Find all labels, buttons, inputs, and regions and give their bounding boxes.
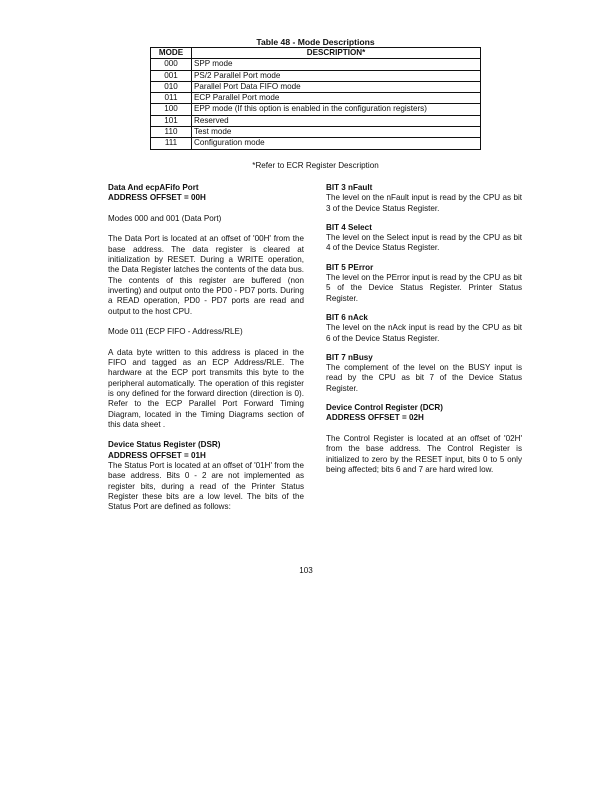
table-row — [151, 81, 481, 92]
right-column — [326, 183, 522, 475]
mode-cell: 110 — [151, 127, 192, 138]
description-cell: Reserved — [192, 115, 481, 126]
mode-cell: 000 — [151, 59, 192, 70]
mode-cell: 010 — [151, 81, 192, 92]
description-cell: Configuration mode — [192, 138, 481, 149]
bit7-heading: BIT 7 nBusy — [326, 352, 373, 362]
dcr-paragraph: The Control Register is located at an offset of '02H' from the base address. The Control Register is initialized to zero by the RESET input, bits 0 to 5 only being affected; bits 6 and 7 are hard wired low. — [326, 433, 522, 474]
mode-cell: 101 — [151, 115, 192, 126]
mode-011-paragraph: A data byte written to this address is placed in the FIFO and tagged as an ECP Address/RLE. The hardware at the ECP port transmits this byte to the peripheral automatically. The operation of this register is ony defined for the forward direction (direction is 0). Refer to the ECP Parallel Port Forward Timing Diagram, located in the Timing Diagrams section of this data sheet . — [108, 347, 304, 429]
bit7-paragraph: The complement of the level on the BUSY input is read by the CPU as bit 7 of the Device Status Register. — [326, 363, 522, 393]
table-row — [151, 93, 481, 104]
bit5-heading: BIT 5 PError — [326, 262, 374, 272]
description-cell: Test mode — [192, 127, 481, 138]
bit4-paragraph: The level on the Select input is read by the CPU as bit 4 of the Device Status Register. — [326, 233, 522, 253]
dsr-heading: Device Status Register (DSR) — [108, 440, 221, 450]
column-header-description: DESCRIPTION* — [192, 48, 481, 59]
mode-cell: 100 — [151, 104, 192, 115]
dcr-heading: Device Control Register (DCR) — [326, 403, 443, 413]
table-row — [151, 70, 481, 81]
page-number: 103 — [299, 566, 313, 575]
data-port-heading: Data And ecpAFifo Port — [108, 183, 199, 192]
data-port-paragraph: The Data Port is located at an offset of '00H' from the base address. The data register is cleared at initialization by RESET. During a WRITE operation, the Data Register latches the contents of the data bus. The contents of this register are buffered (non inverting) and output onto the PD0 - PD7 ports. During a READ operation, PD0 - PD7 ports are read and output to the host CPU. — [108, 234, 304, 316]
table-header-row — [151, 48, 481, 59]
table-title: Table 48 - Mode Descriptions — [256, 37, 375, 47]
column-header-mode: MODE — [151, 48, 192, 59]
mode-descriptions-table — [150, 47, 481, 150]
description-cell: EPP mode (If this option is enabled in the configuration registers) — [192, 104, 481, 115]
dcr-offset: ADDRESS OFFSET = 02H — [326, 413, 424, 423]
mode-011-label: Mode 011 (ECP FIFO - Address/RLE) — [108, 327, 243, 337]
mode-cell: 001 — [151, 70, 192, 81]
table-row — [151, 59, 481, 70]
dsr-offset: ADDRESS OFFSET = 01H — [108, 450, 206, 460]
bit3-paragraph: The level on the nFault input is read by the CPU as bit 3 of the Device Status Register. — [326, 193, 522, 213]
bit6-heading: BIT 6 nAck — [326, 312, 368, 322]
table-row — [151, 138, 481, 149]
bit4-heading: BIT 4 Select — [326, 222, 372, 232]
description-cell: ECP Parallel Port mode — [192, 93, 481, 104]
mode-cell: 111 — [151, 138, 192, 149]
description-cell: Parallel Port Data FIFO mode — [192, 81, 481, 92]
table-footnote: *Refer to ECR Register Description — [252, 161, 379, 170]
left-column — [108, 183, 304, 513]
description-cell: PS/2 Parallel Port mode — [192, 70, 481, 81]
description-cell: SPP mode — [192, 59, 481, 70]
bit5-paragraph: The level on the PError input is read by the CPU as bit 5 of the Device Status Register. Printer Status Register. — [326, 273, 522, 303]
modes-000-001-label: Modes 000 and 001 (Data Port) — [108, 213, 222, 223]
table-row — [151, 104, 481, 115]
bit6-paragraph: The level on the nAck input is read by the CPU as bit 6 of the Device Status Register. — [326, 323, 522, 343]
bit3-heading: BIT 3 nFault — [326, 183, 373, 192]
dsr-paragraph: The Status Port is located at an offset of '01H' from the base address. Bits 0 - 2 are not implemented as register bits, during a read of the Printer Status Register these bits are a low level. The bits of the Status Port are defined as follows: — [108, 461, 304, 512]
table-row — [151, 115, 481, 126]
mode-cell: 011 — [151, 93, 192, 104]
table-row — [151, 127, 481, 138]
data-port-offset: ADDRESS OFFSET = 00H — [108, 193, 206, 203]
